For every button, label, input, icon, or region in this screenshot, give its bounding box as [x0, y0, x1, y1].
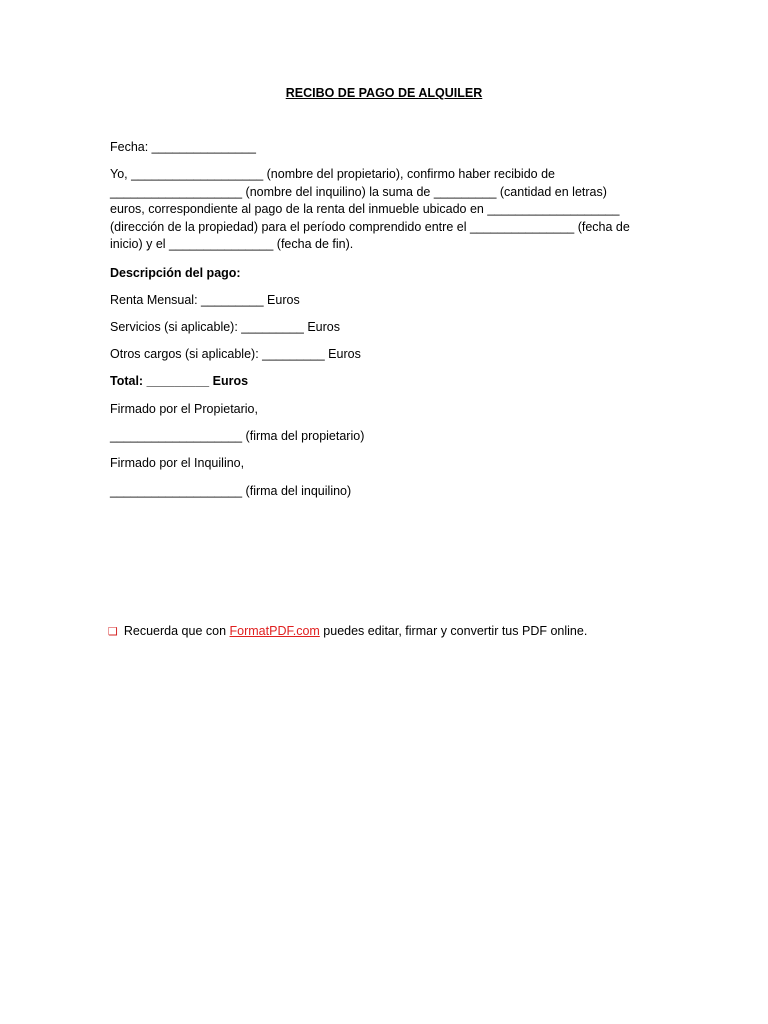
confirmation-paragraph [110, 166, 655, 254]
firma-propietario-line: ___________________ (firma del propietario) [110, 429, 365, 443]
paragraph-line: euros, correspondiente al pago de la renta del inmueble ubicado en ___________________ [110, 202, 620, 217]
paragraph-line: (dirección de la propiedad) para el período comprendido entre el _______________ (fecha de [110, 219, 630, 234]
servicios-line: Servicios (si aplicable): _________ Euros [110, 320, 340, 334]
firmado-propietario-line: Firmado por el Propietario, [110, 402, 258, 416]
firma-inquilino-line: ___________________ (firma del inquilino) [110, 484, 352, 498]
renta-mensual-line: Renta Mensual: _________ Euros [110, 293, 300, 307]
descripcion-heading: Descripción del pago: [110, 266, 241, 280]
fecha-line: Fecha: _______________ [110, 140, 256, 154]
total-line: Total: _________ Euros [110, 374, 249, 388]
footer-text-after: puedes editar, firmar y convertir tus PDF online. [319, 624, 588, 638]
formatpdf-link[interactable]: FormatPDF.com [229, 624, 320, 638]
paragraph-line: Yo, ___________________ (nombre del propietario), confirmo haber recibido de [110, 167, 555, 181]
checkbox-bullet-icon: ❑ [108, 626, 118, 638]
otros-cargos-line: Otros cargos (si aplicable): _________ Euros [110, 347, 361, 361]
footer-text-before: Recuerda que con [123, 624, 230, 638]
firmado-inquilino-line: Firmado por el Inquilino, [110, 456, 245, 470]
document-title: RECIBO DE PAGO DE ALQUILER [285, 86, 483, 100]
paragraph-line: inicio) y el _______________ (fecha de fin). [110, 237, 354, 252]
paragraph-line: ___________________ (nombre del inquilino) la suma de _________ (cantidad en letras) [110, 184, 607, 199]
footer-note [108, 624, 587, 638]
